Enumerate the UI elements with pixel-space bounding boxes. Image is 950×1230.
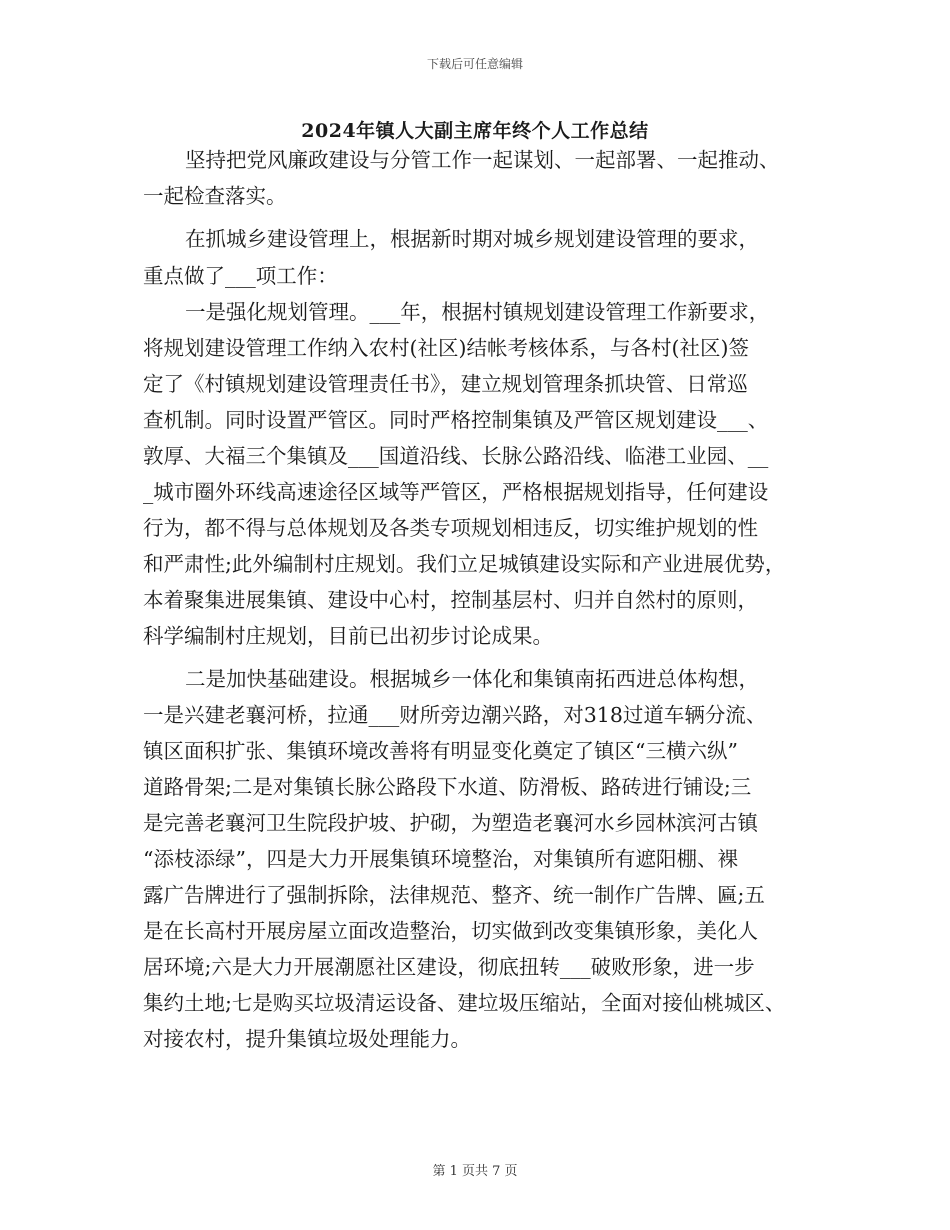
text-line: 在抓城乡建设管理上，根据新时期对城乡规划建设管理的要求， — [185, 227, 759, 251]
text-line: 是完善老襄河卫生院段护坡、护砌，为塑造老襄河水乡园林滨河古镇 — [143, 811, 758, 835]
text-line: 对接农村，提升集镇垃圾处理能力。 — [143, 1027, 471, 1051]
text-line: 定了《村镇规划建设管理责任书》，建立规划管理条抓块管、日常巡 — [143, 372, 748, 396]
text-line: 一是兴建老襄河桥，拉通___财所旁边潮兴路，对318过道车辆分流、 — [143, 703, 767, 727]
text-line: 坚持把党风廉政建设与分管工作一起谋划、一起部署、一起推动、 — [185, 148, 780, 172]
text-line: 露广告牌进行了强制拆除，法律规范、整齐、统一制作广告牌、匾;五 — [143, 883, 765, 907]
text-line: 是在长高村开展房屋立面改造整治，切实做到改变集镇形象，美化人 — [143, 919, 758, 943]
text-line: 将规划建设管理工作纳入农村(社区)结帐考核体系，与各村(社区)签 — [143, 336, 749, 360]
text-line: “添枝添绿”，四是大力开展集镇环境整治，对集镇所有遮阳棚、裸 — [143, 847, 738, 871]
text-line: 镇区面积扩张、集镇环境改善将有明显变化奠定了镇区“三横六纵” — [143, 739, 738, 763]
text-line: 本着聚集进展集镇、建设中心村，控制基层村、归并自然村的原则， — [143, 588, 758, 612]
text-line: 和严肃性;此外编制村庄规划。我们立足城镇建设实际和产业进展优势， — [143, 552, 786, 576]
text-line: 行为，都不得与总体规划及各类专项规划相违反，切实维护规划的性 — [143, 516, 758, 540]
text-line: _城市圈外环线高速途径区域等严管区，严格根据规划指导，任何建设 — [143, 480, 769, 504]
text-line: 一起检查落实。 — [143, 184, 287, 208]
document-title: 2024年镇人大副主席年终个人工作总结 — [301, 120, 649, 142]
header-note: 下载后可任意编辑 — [426, 57, 523, 71]
text-line: 道路骨架;二是对集镇长脉公路段下水道、防滑板、路砖进行铺设;三 — [143, 775, 752, 799]
text-line: 居环境;六是大力开展潮愿社区建设，彻底扭转___破败形象，进一步 — [143, 955, 755, 979]
text-line: 重点做了___项工作： — [143, 264, 338, 288]
text-line: 敦厚、大福三个集镇及___国道沿线、长脉公路沿线、临港工业园、__ — [143, 444, 769, 468]
page-footer: 第 1 页共 7 页 — [432, 1164, 518, 1179]
text-line: 二是加快基础建设。根据城乡一体化和集镇南拓西进总体构想， — [185, 667, 759, 691]
text-line: 集约土地;七是购买垃圾清运设备、建垃圾压缩站，全面对接仙桃城区、 — [143, 991, 786, 1015]
text-line: 一是强化规划管理。___年，根据村镇规划建设管理工作新要求， — [185, 300, 770, 324]
text-line: 科学编制村庄规划，目前已出初步讨论成果。 — [143, 624, 553, 648]
text-line: 查机制。同时设置严管区。同时严格控制集镇及严管区规划建设___、 — [143, 408, 769, 432]
